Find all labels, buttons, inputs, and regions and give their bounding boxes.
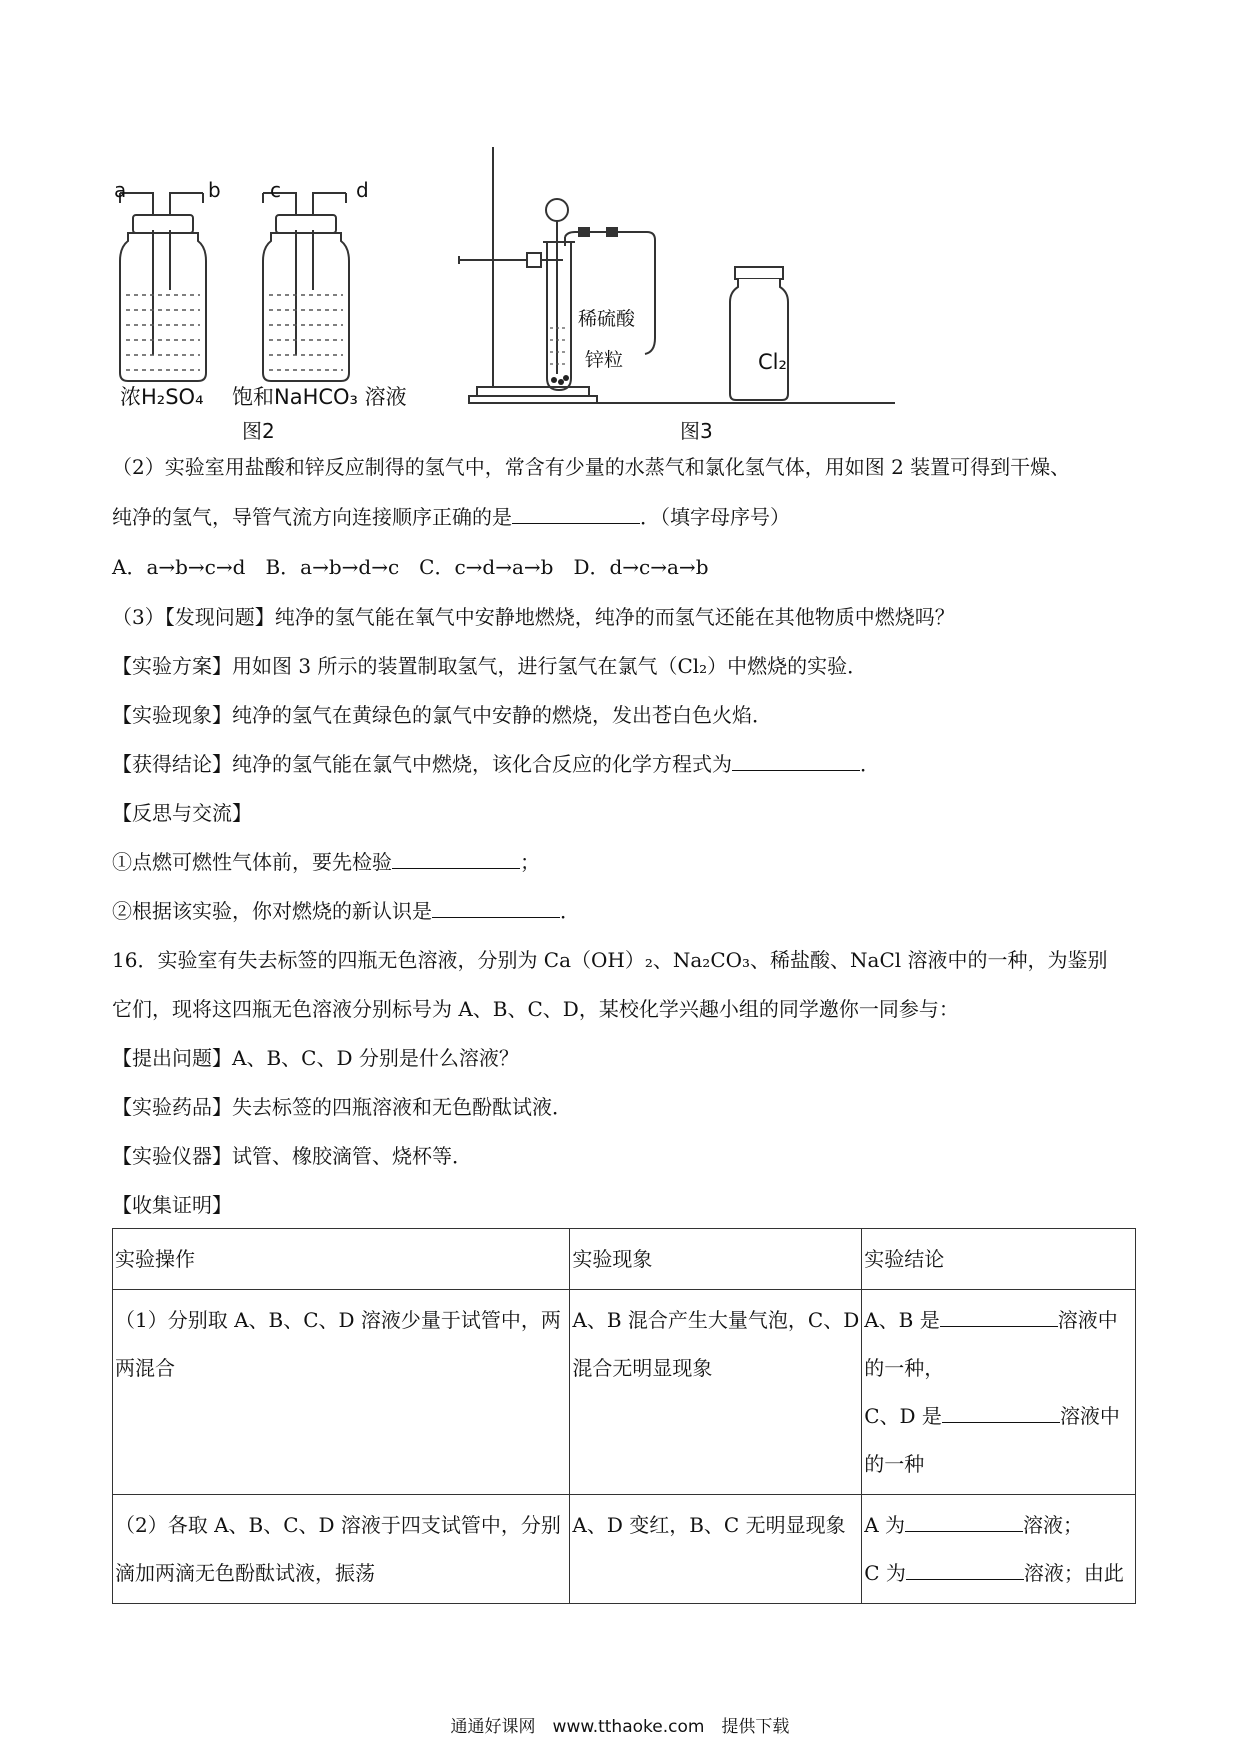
- table-row: [113, 1495, 1136, 1604]
- row1-conclusion-line4: 的一种: [864, 1452, 925, 1476]
- q16-question: 【提出问题】A、B、C、D 分别是什么溶液？: [112, 1046, 519, 1070]
- q3-reflect-1-tail: ；: [520, 850, 540, 874]
- q3-reflect-2-blank[interactable]: [432, 897, 560, 918]
- label-a: a: [114, 178, 127, 202]
- q3-phenomenon: 【实验现象】纯净的氢气在黄绿色的氯气中安静的燃烧，发出苍白色火焰．: [112, 703, 772, 727]
- row1-phenomenon: [570, 1290, 862, 1495]
- row1-ab-tail: 溶液中: [1057, 1308, 1118, 1332]
- q3-conclusion-tail: ．: [860, 752, 880, 776]
- row2-a-label: A 为: [864, 1513, 906, 1537]
- table-header-row: [113, 1229, 1136, 1290]
- row2-a-blank[interactable]: [905, 1511, 1023, 1532]
- q3-reflect-1-blank[interactable]: [392, 848, 520, 869]
- row1-conclusion: [862, 1290, 1136, 1495]
- header-conclusion: 实验结论: [862, 1229, 1136, 1290]
- row1-ab-label: A、B 是: [864, 1308, 940, 1332]
- label-d: d: [356, 178, 369, 202]
- zinc-label: 锌粒: [585, 349, 624, 371]
- q2-answer-blank[interactable]: [512, 503, 640, 524]
- q3-reflect-1-text: ①点燃可燃性气体前，要先检验: [112, 850, 392, 874]
- row2-a-tail: 溶液；: [1023, 1513, 1084, 1537]
- row1-conclusion-line2: 的一种，: [864, 1356, 945, 1380]
- figure-3-apparatus: [455, 142, 900, 417]
- q3-equation-blank[interactable]: [732, 750, 860, 771]
- row2-conclusion-line1: [864, 1501, 1133, 1549]
- q3-reflect-2-text: ②根据该实验，你对燃烧的新认识是: [112, 899, 432, 923]
- chlorine-bottle-label: Cl₂: [758, 350, 787, 374]
- table-row: [113, 1290, 1136, 1495]
- row2-phenomenon: [570, 1495, 862, 1604]
- figure-2-caption: 图2: [242, 419, 275, 443]
- row1-phenomenon-line1: A、B 混合产生大量气泡，C、D: [572, 1308, 860, 1332]
- row1-operation: [113, 1290, 570, 1495]
- q3-problem: （3）【发现问题】纯净的氢气能在氧气中安静地燃烧，纯净的而氢气还能在其他物质中燃烧吗？: [112, 605, 955, 629]
- q3-reflect-2: [112, 897, 580, 925]
- row1-cd-tail: 溶液中: [1059, 1404, 1120, 1428]
- experiment-table: [112, 1228, 1136, 1604]
- bottle1-content-label: 浓H₂SO₄: [120, 385, 204, 409]
- label-c: c: [270, 178, 281, 202]
- bottle2-content-label: 饱和NaHCO₃ 溶液: [232, 385, 407, 409]
- q16-line2: 它们，现将这四瓶无色溶液分别标号为 A、B、C、D，某校化学兴趣小组的同学邀你一同参与：: [112, 997, 959, 1021]
- row1-cd-label: C、D 是: [864, 1404, 942, 1428]
- row2-c-label: C 为: [864, 1561, 906, 1585]
- q16-apparatus: 【实验仪器】试管、橡胶滴管、烧杯等．: [112, 1144, 472, 1168]
- row2-c-blank[interactable]: [906, 1559, 1024, 1580]
- row2-phenomenon-line1: A、D 变红，B、C 无明显现象: [572, 1513, 846, 1537]
- header-operation: 实验操作: [113, 1229, 570, 1290]
- row1-ab-blank[interactable]: [940, 1306, 1058, 1327]
- row2-operation-line1: （2）各取 A、B、C、D 溶液于四支试管中，分别: [115, 1513, 561, 1537]
- q16-line1: 16．实验室有失去标签的四瓶无色溶液，分别为 Ca（OH）₂、Na₂CO₃、稀盐酸、NaCl 溶液中的一种，为鉴别: [112, 948, 1108, 972]
- q3-conclusion: [112, 750, 880, 778]
- row1-operation-line2: 两混合: [115, 1356, 175, 1380]
- q2-options: A．a→b→c→d B．a→b→d→c C．c→d→a→b D．d→c→a→b: [112, 555, 709, 579]
- row1-phenomenon-line2: 混合无明显现象: [572, 1356, 713, 1380]
- q2-line2-text: 纯净的氢气，导管气流方向连接顺序正确的是: [112, 505, 512, 529]
- q3-reflect-2-tail: ．: [560, 899, 580, 923]
- row1-conclusion-line3: [864, 1392, 1133, 1440]
- row2-operation-line2: 滴加两滴无色酚酞试液，振荡: [115, 1561, 375, 1585]
- acid-label: 稀硫酸: [578, 308, 636, 330]
- q16-collect-heading: 【收集证明】: [112, 1193, 232, 1217]
- row2-conclusion-line2: [864, 1549, 1133, 1597]
- q2-line2: [112, 503, 790, 531]
- row2-operation: [113, 1495, 570, 1604]
- page-footer: 通通好课网 www.tthaoke.com 提供下载: [450, 1717, 790, 1737]
- q3-conclusion-text: 【获得结论】纯净的氢气能在氯气中燃烧，该化合反应的化学方程式为: [112, 752, 732, 776]
- q3-reflect-heading: 【反思与交流】: [112, 801, 252, 825]
- row1-operation-line1: （1）分别取 A、B、C、D 溶液少量于试管中，两: [115, 1308, 561, 1332]
- row1-conclusion-line1: [864, 1296, 1133, 1344]
- q2-line2-tail: ．（填字母序号）: [640, 505, 790, 529]
- row1-cd-blank[interactable]: [942, 1402, 1060, 1423]
- q3-reflect-1: [112, 848, 540, 876]
- row2-conclusion: [862, 1495, 1136, 1604]
- q2-line1: （2）实验室用盐酸和锌反应制得的氢气中，常含有少量的水蒸气和氯化氢气体，用如图 2 装置可得到干燥、: [112, 455, 1071, 479]
- row2-c-tail: 溶液；由此: [1023, 1561, 1124, 1585]
- q3-plan: 【实验方案】用如图 3 所示的装置制取氢气，进行氢气在氯气（Cl₂）中燃烧的实验．: [112, 654, 868, 678]
- q16-reagents: 【实验药品】失去标签的四瓶溶液和无色酚酞试液．: [112, 1095, 572, 1119]
- label-b: b: [208, 178, 221, 202]
- figure-3-caption: 图3: [680, 419, 713, 443]
- header-phenomenon: 实验现象: [570, 1229, 862, 1290]
